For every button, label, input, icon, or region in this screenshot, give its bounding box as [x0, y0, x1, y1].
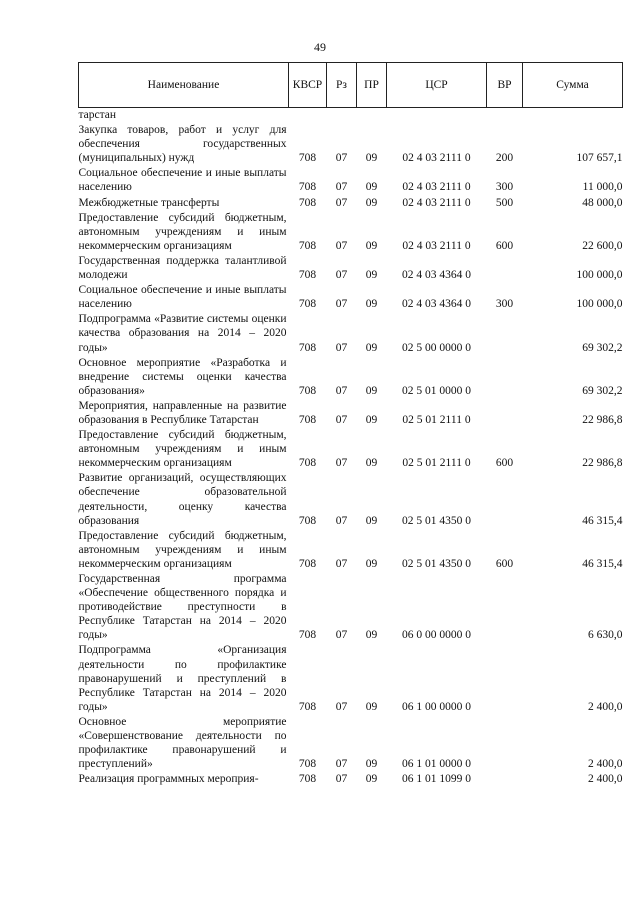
table-row: [79, 165, 623, 194]
cell-vr: 200: [495, 152, 514, 165]
cell-rz: 07: [335, 152, 348, 165]
cell-sum: [523, 108, 623, 123]
cell-vr: [487, 714, 523, 771]
cell-sum: 22 600,0: [582, 239, 623, 252]
cell-name: Государственная поддержка талантливой молодежи: [78, 254, 287, 282]
cell-name: Социальное обеспечение и иные выплаты населению: [78, 167, 287, 194]
cell-sum: 46 315,4: [582, 514, 623, 527]
header-csr: ЦСР: [387, 63, 487, 108]
cell-name: Мероприятия, направленные на развитие образования в Республике Татарстан: [78, 399, 287, 426]
cell-sum: 6 630,0: [588, 629, 623, 642]
table-row: [79, 714, 623, 771]
cell-sum: 2 400,0: [588, 773, 623, 786]
cell-csr: 02 4 03 2111 0: [402, 181, 471, 194]
cell-pr: 09: [365, 629, 378, 642]
cell-csr: 02 4 03 4364 0: [402, 298, 471, 311]
cell-pr: 09: [365, 773, 378, 786]
cell-sum: 69 302,2: [582, 341, 623, 354]
cell-pr: 09: [365, 413, 378, 426]
cell-vr: 600: [495, 457, 514, 470]
cell-rz: 07: [335, 181, 348, 194]
cell-csr: 06 1 00 0000 0: [402, 700, 471, 713]
header-sum: Сумма: [523, 63, 623, 108]
cell-pr: 09: [365, 269, 378, 282]
cell-kvsr: 708: [298, 181, 317, 194]
cell-kvsr: [289, 108, 327, 123]
table-row: [79, 771, 623, 786]
cell-kvsr: 708: [298, 413, 317, 426]
cell-kvsr: 708: [298, 629, 317, 642]
cell-pr: 09: [365, 298, 378, 311]
table-row: [79, 470, 623, 527]
header-name: Наименование: [79, 63, 289, 108]
cell-kvsr: 708: [298, 457, 317, 470]
cell-name: Государственная программа «Обеспечение общественного порядка и противодействие преступности в Республике Татарстан на 2014 – 2020 годы»: [78, 573, 287, 642]
cell-kvsr: 708: [298, 700, 317, 713]
cell-csr: 02 4 03 2111 0: [402, 239, 471, 252]
budget-table: [78, 62, 623, 786]
table-row: [79, 528, 623, 571]
cell-vr: 300: [495, 181, 514, 194]
table-row: [79, 253, 623, 282]
cell-pr: 09: [365, 196, 378, 209]
cell-pr: 09: [365, 384, 378, 397]
cell-vr: [487, 642, 523, 713]
cell-csr: 02 5 00 0000 0: [402, 341, 471, 354]
table-row: [79, 282, 623, 311]
cell-rz: 07: [335, 557, 348, 570]
cell-csr: 02 4 03 2111 0: [402, 196, 471, 209]
table-row: [79, 108, 623, 123]
cell-kvsr: 708: [298, 152, 317, 165]
table-row: [79, 642, 623, 713]
cell-pr: 09: [365, 239, 378, 252]
cell-sum: 2 400,0: [588, 700, 623, 713]
cell-pr: 09: [365, 557, 378, 570]
cell-csr: 02 5 01 4350 0: [402, 557, 471, 570]
cell-kvsr: 708: [298, 514, 317, 527]
cell-name: Предоставление субсидий бюджетным, автономным учреждениям и иным некоммерческим организациям: [78, 529, 287, 570]
cell-sum: 22 986,8: [582, 413, 623, 426]
cell-name: Основное мероприятие «Разработка и внедрение системы оценки качества образования»: [78, 356, 287, 397]
cell-vr: [487, 398, 523, 427]
table-row: [79, 311, 623, 354]
cell-csr: 02 4 03 2111 0: [402, 152, 471, 165]
cell-vr: [487, 571, 523, 642]
cell-csr: 06 1 01 0000 0: [402, 758, 471, 771]
cell-kvsr: 708: [298, 239, 317, 252]
cell-pr: 09: [365, 700, 378, 713]
cell-csr: 02 5 01 0000 0: [402, 384, 471, 397]
cell-vr: 300: [495, 298, 514, 311]
cell-name: Закупка товаров, работ и услуг для обеспечения государственных (муниципальных) нужд: [78, 124, 287, 165]
cell-rz: 07: [335, 629, 348, 642]
cell-vr: [487, 355, 523, 398]
table-row: [79, 427, 623, 470]
cell-kvsr: 708: [298, 196, 317, 209]
cell-vr: [487, 253, 523, 282]
cell-name: Социальное обеспечение и иные выплаты населению: [78, 284, 287, 311]
cell-kvsr: 708: [298, 341, 317, 354]
cell-sum: 11 000,0: [582, 181, 623, 194]
cell-name: тарстан: [78, 109, 117, 121]
cell-rz: 07: [335, 269, 348, 282]
cell-rz: 07: [335, 700, 348, 713]
cell-kvsr: 708: [298, 384, 317, 397]
cell-vr: [487, 470, 523, 527]
cell-name: Основное мероприятие «Совершенствование деятельности по профилактике правонарушений и преступлений»: [78, 715, 287, 771]
cell-csr: [387, 108, 487, 123]
cell-name: Подпрограмма «Развитие системы оценки качества образования на 2014 – 2020 годы»: [78, 313, 287, 354]
page-number: 49: [314, 40, 326, 54]
cell-pr: 09: [365, 758, 378, 771]
table-header: [79, 63, 623, 108]
table-row: [79, 195, 623, 210]
cell-csr: 02 5 01 2111 0: [402, 413, 471, 426]
cell-vr: [487, 771, 523, 786]
cell-name: Развитие организаций, осуществляющих обеспечение образовательной деятельности, оценку качества образования: [78, 472, 287, 527]
cell-csr: 06 1 01 1099 0: [402, 773, 471, 786]
cell-rz: 07: [335, 298, 348, 311]
cell-vr: [487, 311, 523, 354]
cell-pr: 09: [365, 181, 378, 194]
cell-rz: 07: [335, 413, 348, 426]
table-row: [79, 122, 623, 165]
cell-sum: 100 000,0: [576, 269, 623, 282]
cell-sum: 107 657,1: [576, 152, 623, 165]
cell-rz: 07: [335, 341, 348, 354]
cell-sum: 22 986,8: [582, 457, 623, 470]
cell-vr: 500: [495, 196, 514, 209]
cell-rz: [327, 108, 357, 123]
cell-name: Реализация программных мероприя-: [78, 773, 259, 786]
table-row: [79, 398, 623, 427]
cell-kvsr: 708: [298, 298, 317, 311]
cell-sum: 100 000,0: [576, 298, 623, 311]
cell-vr: 600: [495, 239, 514, 252]
cell-kvsr: 708: [298, 773, 317, 786]
cell-sum: 48 000,0: [582, 196, 623, 209]
cell-sum: 46 315,4: [582, 557, 623, 570]
cell-csr: 02 5 01 4350 0: [402, 514, 471, 527]
cell-rz: 07: [335, 758, 348, 771]
table-body: [79, 108, 623, 787]
cell-csr: 02 5 01 2111 0: [402, 457, 471, 470]
cell-rz: 07: [335, 196, 348, 209]
cell-vr: 600: [495, 557, 514, 570]
cell-rz: 07: [335, 514, 348, 527]
cell-name: Межбюджетные трансферты: [78, 196, 220, 209]
header-vr: ВР: [487, 63, 523, 108]
cell-pr: [357, 108, 387, 123]
cell-csr: 06 0 00 0000 0: [402, 629, 471, 642]
cell-pr: 09: [365, 341, 378, 354]
cell-rz: 07: [335, 384, 348, 397]
cell-pr: 09: [365, 514, 378, 527]
cell-rz: 07: [335, 239, 348, 252]
cell-pr: 09: [365, 457, 378, 470]
header-kvsr: КВСР: [289, 63, 327, 108]
cell-rz: 07: [335, 773, 348, 786]
cell-pr: 09: [365, 152, 378, 165]
cell-kvsr: 708: [298, 557, 317, 570]
header-pr: ПР: [357, 63, 387, 108]
cell-vr: [487, 108, 523, 123]
cell-name: Предоставление субсидий бюджетным, автономным учреждениям и иным некоммерческим организациям: [78, 429, 287, 470]
cell-kvsr: 708: [298, 269, 317, 282]
cell-rz: 07: [335, 457, 348, 470]
table-row: [79, 355, 623, 398]
cell-name: Подпрограмма «Организация деятельности по профилактике правонарушений и преступлений в Республике Татарстан на 2014 – 2020 годы»: [78, 644, 287, 713]
header-rz: Рз: [327, 63, 357, 108]
table-row: [79, 571, 623, 642]
cell-sum: 2 400,0: [588, 758, 623, 771]
cell-name: Предоставление субсидий бюджетным, автономным учреждениям и иным некоммерческим организациям: [78, 211, 287, 252]
cell-sum: 69 302,2: [582, 384, 623, 397]
cell-kvsr: 708: [298, 758, 317, 771]
table-row: [79, 210, 623, 253]
cell-csr: 02 4 03 4364 0: [402, 269, 471, 282]
